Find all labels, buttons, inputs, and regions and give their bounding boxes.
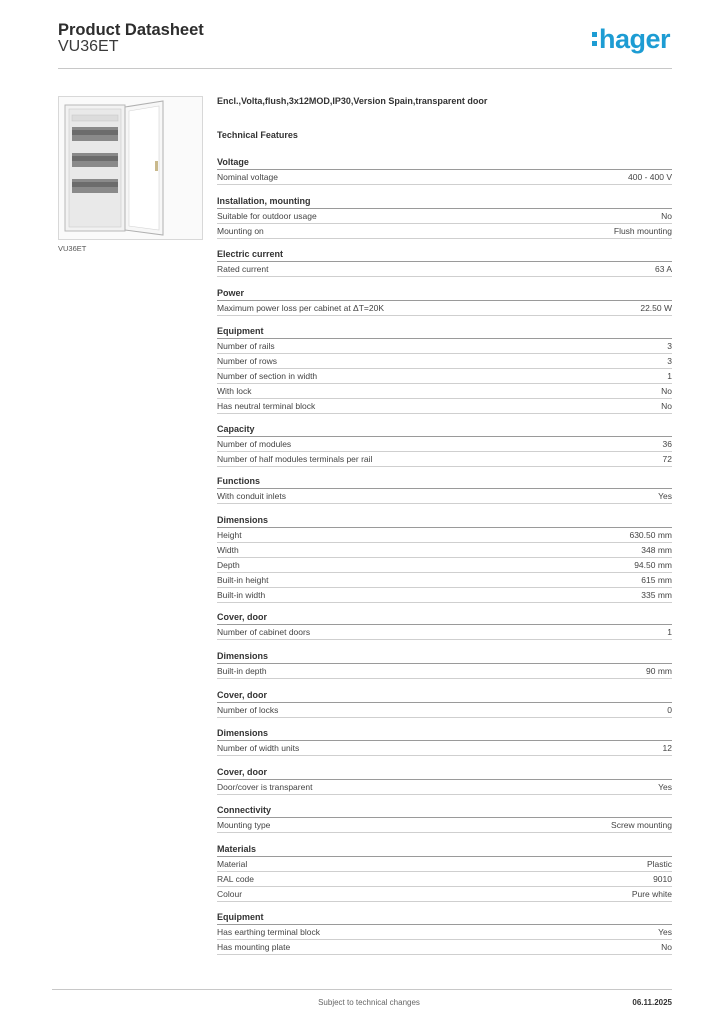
feature-row — [217, 437, 672, 452]
feature-value: Plastic — [646, 859, 672, 869]
feature-row — [217, 452, 672, 467]
feature-label: Number of locks — [217, 705, 279, 715]
feature-label: Has neutral terminal block — [217, 401, 316, 411]
feature-value: 3 — [667, 341, 672, 351]
section-title: Electric current — [217, 247, 672, 262]
technical-features-title: Technical Features — [217, 130, 298, 140]
image-caption: VU36ET — [58, 244, 87, 253]
feature-row — [217, 489, 672, 504]
feature-label: Number of half modules terminals per rail — [217, 454, 373, 464]
hager-logo — [592, 24, 670, 54]
feature-value: 1 — [667, 371, 672, 381]
feature-label: Built-in width — [217, 590, 266, 600]
feature-section — [217, 803, 672, 833]
feature-value: 9010 — [653, 874, 672, 884]
feature-label: Mounting on — [217, 226, 264, 236]
feature-section — [217, 247, 672, 277]
section-title: Functions — [217, 474, 672, 489]
feature-section — [217, 194, 672, 239]
feature-value: 94.50 mm — [634, 560, 672, 570]
feature-value: 36 — [662, 439, 672, 449]
feature-section — [217, 422, 672, 467]
feature-section — [217, 726, 672, 756]
section-title: Cover, door — [217, 610, 672, 625]
feature-section — [217, 649, 672, 679]
footer-date: 06.11.2025 — [632, 998, 672, 1007]
feature-label: Built-in depth — [217, 666, 267, 676]
header-divider — [58, 68, 672, 69]
feature-label: Nominal voltage — [217, 172, 278, 182]
section-title: Cover, door — [217, 688, 672, 703]
feature-label: Number of width units — [217, 743, 300, 753]
feature-row — [217, 369, 672, 384]
feature-row — [217, 741, 672, 756]
feature-value: 615 mm — [641, 575, 672, 585]
feature-row — [217, 301, 672, 316]
feature-value: No — [661, 211, 672, 221]
feature-row — [217, 925, 672, 940]
feature-value: Pure white — [631, 889, 672, 899]
feature-section — [217, 474, 672, 504]
section-title: Connectivity — [217, 803, 672, 818]
feature-label: Number of rails — [217, 341, 275, 351]
feature-label: Number of modules — [217, 439, 292, 449]
enclosure-illustration-icon — [59, 97, 202, 239]
logo-text: hager — [599, 24, 671, 54]
feature-section — [217, 513, 672, 603]
feature-value: No — [661, 401, 672, 411]
section-title: Materials — [217, 842, 672, 857]
feature-section — [217, 324, 672, 414]
product-code: VU36ET — [58, 38, 119, 55]
feature-section — [217, 610, 672, 640]
feature-label: With conduit inlets — [217, 491, 286, 501]
feature-label: Built-in height — [217, 575, 269, 585]
section-title: Voltage — [217, 155, 672, 170]
feature-label: Depth — [217, 560, 240, 570]
feature-row — [217, 543, 672, 558]
feature-row — [217, 940, 672, 955]
feature-value: 22.50 W — [640, 303, 672, 313]
product-image — [58, 96, 203, 240]
feature-value: 335 mm — [641, 590, 672, 600]
feature-value: No — [661, 386, 672, 396]
feature-row — [217, 625, 672, 640]
feature-value: 0 — [667, 705, 672, 715]
feature-label: Height — [217, 530, 242, 540]
feature-value: 630.50 mm — [629, 530, 672, 540]
feature-row — [217, 224, 672, 239]
feature-label: With lock — [217, 386, 252, 396]
feature-row — [217, 384, 672, 399]
feature-row — [217, 354, 672, 369]
section-title: Dimensions — [217, 513, 672, 528]
section-title: Equipment — [217, 324, 672, 339]
feature-label: Material — [217, 859, 248, 869]
section-title: Cover, door — [217, 765, 672, 780]
feature-row — [217, 703, 672, 718]
section-title: Power — [217, 286, 672, 301]
section-title: Capacity — [217, 422, 672, 437]
feature-row — [217, 558, 672, 573]
feature-label: Maximum power loss per cabinet at ΔT=20K — [217, 303, 385, 313]
feature-label: Door/cover is transparent — [217, 782, 313, 792]
feature-value: Yes — [658, 491, 672, 501]
feature-value: 3 — [667, 356, 672, 366]
feature-value: Yes — [658, 927, 672, 937]
feature-label: RAL code — [217, 874, 255, 884]
feature-value: Flush mounting — [613, 226, 672, 236]
feature-section — [217, 286, 672, 316]
section-title: Dimensions — [217, 726, 672, 741]
feature-row — [217, 262, 672, 277]
feature-label: Mounting type — [217, 820, 271, 830]
feature-label: Number of section in width — [217, 371, 318, 381]
feature-row — [217, 588, 672, 603]
feature-value: 348 mm — [641, 545, 672, 555]
feature-section — [217, 765, 672, 795]
feature-value: 1 — [667, 627, 672, 637]
feature-value: Yes — [658, 782, 672, 792]
product-description: Encl.,Volta,flush,3x12MOD,IP30,Version Spain,transparent door — [217, 96, 488, 106]
feature-section — [217, 155, 672, 185]
page-title: Product Datasheet — [58, 21, 204, 39]
feature-section — [217, 688, 672, 718]
footer-divider — [52, 989, 672, 990]
feature-value: 90 mm — [646, 666, 672, 676]
feature-label: Number of cabinet doors — [217, 627, 311, 637]
feature-row — [217, 857, 672, 872]
feature-row — [217, 573, 672, 588]
feature-label: Suitable for outdoor usage — [217, 211, 317, 221]
section-title: Dimensions — [217, 649, 672, 664]
feature-row — [217, 780, 672, 795]
feature-value: 400 - 400 V — [628, 172, 672, 182]
feature-label: Width — [217, 545, 239, 555]
feature-value: 12 — [662, 743, 672, 753]
feature-value: 72 — [662, 454, 672, 464]
feature-label: Has earthing terminal block — [217, 927, 320, 937]
feature-label: Rated current — [217, 264, 269, 274]
feature-label: Has mounting plate — [217, 942, 291, 952]
feature-row — [217, 872, 672, 887]
feature-label: Colour — [217, 889, 243, 899]
footer-note: Subject to technical changes — [318, 998, 420, 1007]
feature-value: 63 A — [654, 264, 672, 274]
feature-row — [217, 209, 672, 224]
logo-dots-icon — [592, 24, 598, 46]
feature-row — [217, 399, 672, 414]
feature-section — [217, 910, 672, 955]
section-title: Installation, mounting — [217, 194, 672, 209]
feature-row — [217, 664, 672, 679]
feature-section — [217, 842, 672, 902]
feature-row — [217, 170, 672, 185]
feature-value: No — [661, 942, 672, 952]
feature-label: Number of rows — [217, 356, 277, 366]
feature-row — [217, 339, 672, 354]
feature-row — [217, 887, 672, 902]
section-title: Equipment — [217, 910, 672, 925]
feature-row — [217, 528, 672, 543]
feature-value: Screw mounting — [611, 820, 672, 830]
feature-row — [217, 818, 672, 833]
